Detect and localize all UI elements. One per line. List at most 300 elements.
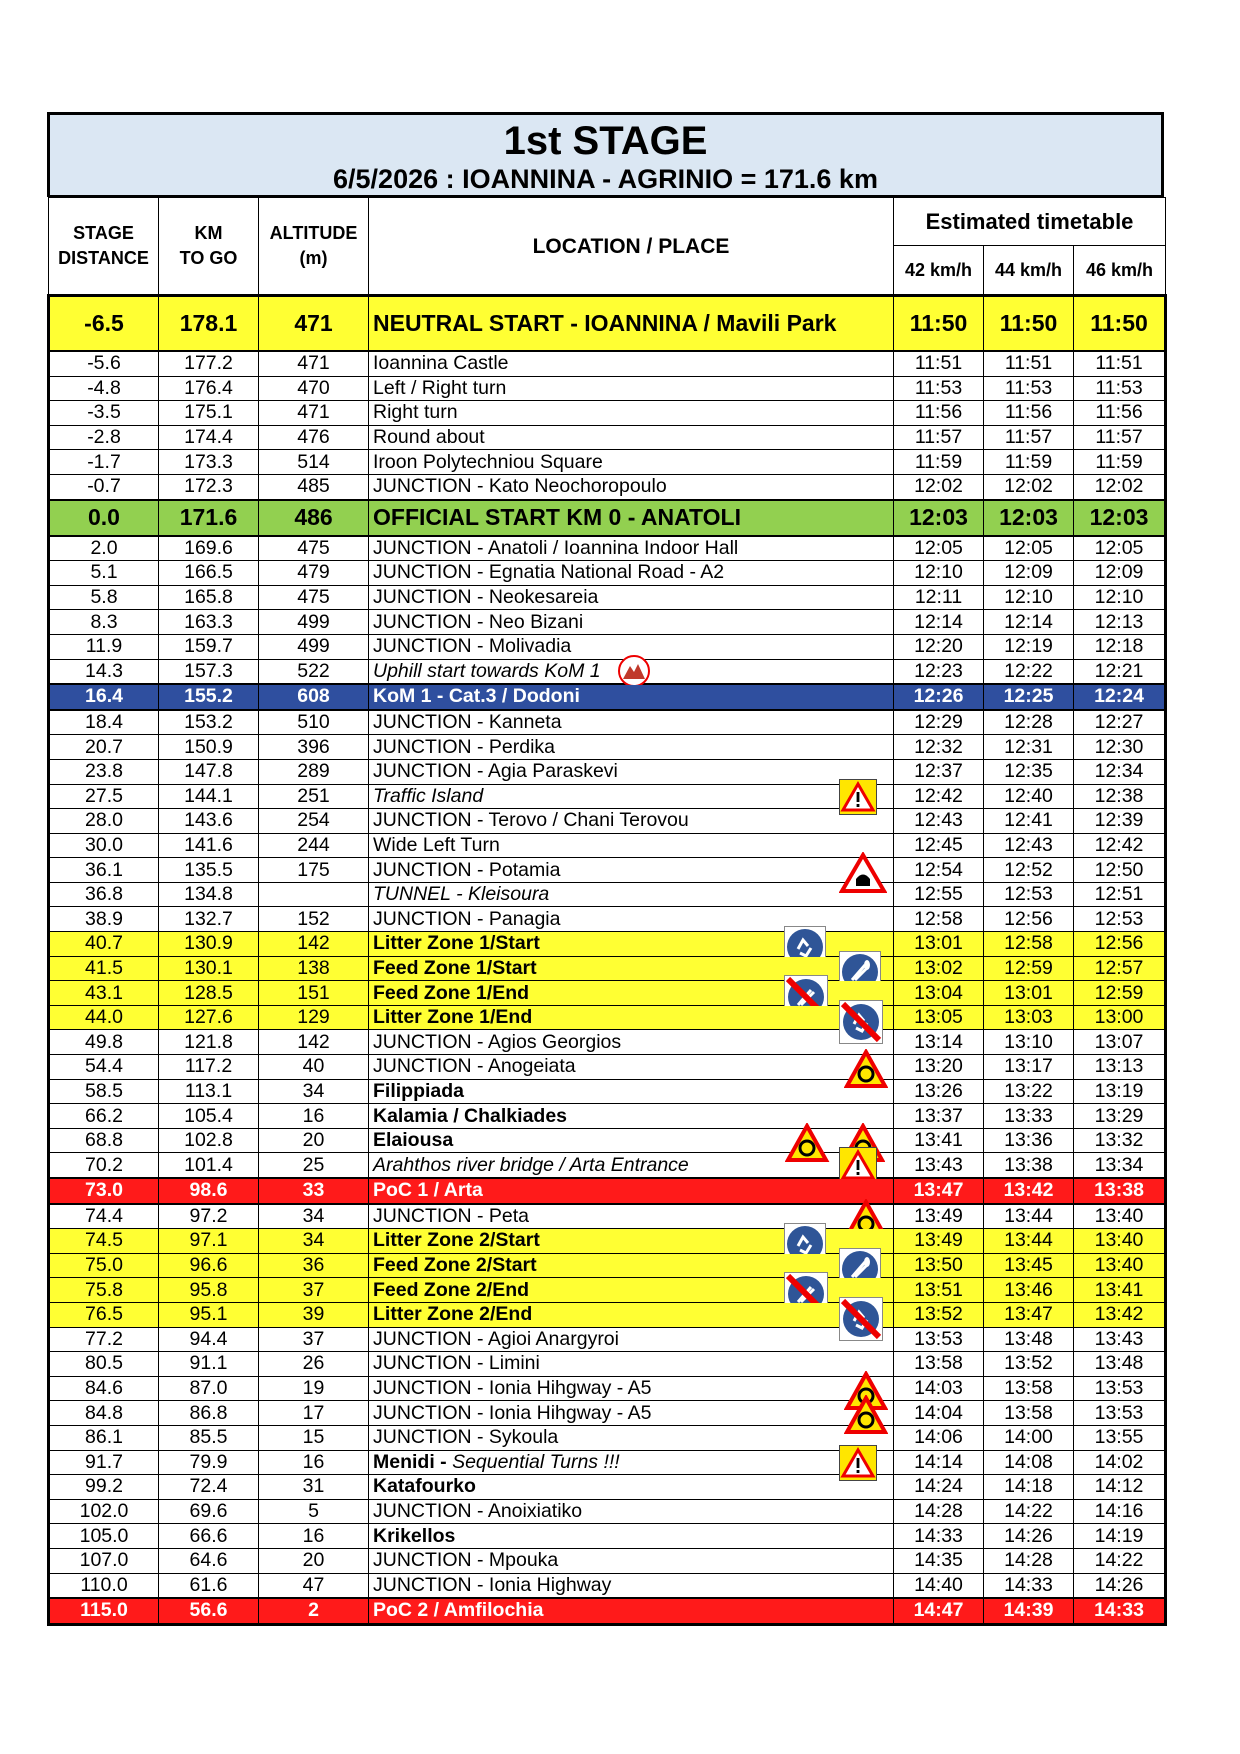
location-cell bbox=[369, 500, 894, 536]
km-to-go-cell: 147.8 bbox=[159, 759, 259, 784]
time-44-cell: 11:56 bbox=[984, 401, 1074, 426]
time-44-cell: 14:33 bbox=[984, 1573, 1074, 1598]
location-text: Right turn bbox=[373, 401, 458, 424]
location-cell bbox=[369, 474, 894, 499]
km-to-go-cell: 117.2 bbox=[159, 1055, 259, 1080]
stage-distance-cell: 115.0 bbox=[49, 1598, 159, 1624]
stage-distance-cell: 75.8 bbox=[49, 1278, 159, 1303]
location-cell bbox=[369, 1573, 894, 1598]
time-44-cell: 12:35 bbox=[984, 759, 1074, 784]
time-46-cell: 12:02 bbox=[1074, 474, 1166, 499]
time-42-cell: 12:02 bbox=[894, 474, 984, 499]
time-46-cell: 12:56 bbox=[1074, 932, 1166, 957]
table-row bbox=[49, 1005, 1166, 1030]
location-cell bbox=[369, 1178, 894, 1204]
location-text: JUNCTION - Agia Paraskevi bbox=[373, 760, 618, 783]
stage-distance-cell: 27.5 bbox=[49, 784, 159, 809]
location-text: JUNCTION - Kato Neochoropoulo bbox=[373, 475, 667, 498]
time-46-cell: 12:21 bbox=[1074, 659, 1166, 684]
time-42-cell: 12:26 bbox=[894, 684, 984, 710]
time-44-cell: 13:03 bbox=[984, 1005, 1074, 1030]
altitude-cell: 34 bbox=[259, 1204, 369, 1229]
time-44-cell: 11:51 bbox=[984, 351, 1074, 376]
time-46-cell: 13:34 bbox=[1074, 1153, 1166, 1178]
table-row bbox=[49, 474, 1166, 499]
table-row bbox=[49, 956, 1166, 981]
altitude-cell: 475 bbox=[259, 585, 369, 610]
time-46-cell: 13:40 bbox=[1074, 1229, 1166, 1254]
time-44-cell: 13:22 bbox=[984, 1079, 1074, 1104]
location-cell bbox=[369, 932, 894, 957]
stage-distance-cell: 43.1 bbox=[49, 981, 159, 1006]
time-42-cell: 12:14 bbox=[894, 610, 984, 635]
table-row bbox=[49, 1376, 1166, 1401]
time-46-cell: 12:18 bbox=[1074, 634, 1166, 659]
time-46-cell: 12:38 bbox=[1074, 784, 1166, 809]
stage-distance-cell: -0.7 bbox=[49, 474, 159, 499]
table-row bbox=[49, 450, 1166, 475]
location-cell bbox=[369, 1548, 894, 1573]
km-to-go-cell: 85.5 bbox=[159, 1425, 259, 1450]
table-row bbox=[49, 981, 1166, 1006]
stage-distance-cell: 77.2 bbox=[49, 1327, 159, 1352]
table-row bbox=[49, 858, 1166, 883]
location-cell bbox=[369, 833, 894, 858]
altitude-cell: 514 bbox=[259, 450, 369, 475]
altitude-cell: 34 bbox=[259, 1229, 369, 1254]
table-row bbox=[49, 809, 1166, 834]
time-42-cell: 12:10 bbox=[894, 561, 984, 586]
km-to-go-cell: 95.8 bbox=[159, 1278, 259, 1303]
location-text: Litter Zone 2/End bbox=[373, 1303, 533, 1326]
kom-mountain-icon bbox=[617, 654, 651, 688]
time-42-cell: 12:05 bbox=[894, 536, 984, 561]
stage-distance-cell: 107.0 bbox=[49, 1548, 159, 1573]
table-row bbox=[49, 376, 1166, 401]
location-cell bbox=[369, 1079, 894, 1104]
location-text: JUNCTION - Egnatia National Road - A2 bbox=[373, 561, 725, 584]
location-text: PoC 2 / Amfilochia bbox=[373, 1599, 544, 1622]
table-row bbox=[49, 932, 1166, 957]
time-44-cell: 13:33 bbox=[984, 1104, 1074, 1129]
time-46-cell: 12:51 bbox=[1074, 882, 1166, 907]
time-42-cell: 12:11 bbox=[894, 585, 984, 610]
time-42-cell: 14:28 bbox=[894, 1499, 984, 1524]
time-42-cell: 14:47 bbox=[894, 1598, 984, 1624]
stage-distance-cell: 74.4 bbox=[49, 1204, 159, 1229]
km-to-go-cell: 64.6 bbox=[159, 1548, 259, 1573]
altitude-cell: 396 bbox=[259, 735, 369, 760]
time-42-cell: 13:47 bbox=[894, 1178, 984, 1204]
location-text: Krikellos bbox=[373, 1524, 456, 1547]
header-speed-44: 44 km/h bbox=[984, 246, 1074, 296]
stage-distance-cell: 5.8 bbox=[49, 585, 159, 610]
km-to-go-cell: 127.6 bbox=[159, 1005, 259, 1030]
km-to-go-cell: 130.1 bbox=[159, 956, 259, 981]
time-46-cell: 12:27 bbox=[1074, 710, 1166, 735]
altitude-cell: 47 bbox=[259, 1573, 369, 1598]
time-46-cell: 14:16 bbox=[1074, 1499, 1166, 1524]
altitude-cell: 2 bbox=[259, 1598, 369, 1624]
altitude-cell: 499 bbox=[259, 610, 369, 635]
time-44-cell: 12:58 bbox=[984, 932, 1074, 957]
stage-distance-cell: 58.5 bbox=[49, 1079, 159, 1104]
location-text: JUNCTION - Perdika bbox=[373, 735, 556, 758]
time-42-cell: 14:14 bbox=[894, 1450, 984, 1475]
location-cell bbox=[369, 1229, 894, 1254]
stage-distance-cell: -5.6 bbox=[49, 351, 159, 376]
time-42-cell: 14:06 bbox=[894, 1425, 984, 1450]
time-44-cell: 12:14 bbox=[984, 610, 1074, 635]
time-44-cell: 13:36 bbox=[984, 1128, 1074, 1153]
altitude-cell: 39 bbox=[259, 1302, 369, 1327]
location-text: Katafourko bbox=[373, 1475, 476, 1498]
time-46-cell: 11:50 bbox=[1074, 296, 1166, 352]
time-42-cell: 14:24 bbox=[894, 1475, 984, 1500]
stage-distance-cell: 80.5 bbox=[49, 1352, 159, 1377]
location-cell bbox=[369, 1475, 894, 1500]
time-44-cell: 13:42 bbox=[984, 1178, 1074, 1204]
km-to-go-cell: 172.3 bbox=[159, 474, 259, 499]
stage-distance-cell: 76.5 bbox=[49, 1302, 159, 1327]
km-to-go-cell: 128.5 bbox=[159, 981, 259, 1006]
header-estimated-timetable: Estimated timetable bbox=[894, 198, 1166, 246]
time-46-cell: 13:40 bbox=[1074, 1253, 1166, 1278]
location-text: Feed Zone 1/End bbox=[373, 981, 530, 1004]
time-46-cell: 13:07 bbox=[1074, 1030, 1166, 1055]
time-42-cell: 14:04 bbox=[894, 1401, 984, 1426]
time-46-cell: 12:24 bbox=[1074, 684, 1166, 710]
time-42-cell: 11:56 bbox=[894, 401, 984, 426]
time-44-cell: 13:58 bbox=[984, 1376, 1074, 1401]
time-44-cell: 14:00 bbox=[984, 1425, 1074, 1450]
time-46-cell: 14:19 bbox=[1074, 1524, 1166, 1549]
table-row bbox=[49, 1401, 1166, 1426]
altitude-cell: 151 bbox=[259, 981, 369, 1006]
table-row bbox=[49, 610, 1166, 635]
stage-distance-cell: 30.0 bbox=[49, 833, 159, 858]
time-44-cell: 11:50 bbox=[984, 296, 1074, 352]
stage-distance-cell: 41.5 bbox=[49, 956, 159, 981]
time-44-cell: 13:01 bbox=[984, 981, 1074, 1006]
table-row bbox=[49, 659, 1166, 684]
location-text: Kalamia / Chalkiades bbox=[373, 1104, 568, 1127]
altitude-cell: 20 bbox=[259, 1128, 369, 1153]
location-text: Feed Zone 2/Start bbox=[373, 1254, 537, 1277]
table-row bbox=[49, 1030, 1166, 1055]
km-to-go-cell: 157.3 bbox=[159, 659, 259, 684]
header-km-to-go: KM TO GO bbox=[159, 198, 259, 296]
time-44-cell: 14:39 bbox=[984, 1598, 1074, 1624]
time-42-cell: 11:51 bbox=[894, 351, 984, 376]
location-cell bbox=[369, 659, 894, 684]
location-name: Menidi - bbox=[373, 1450, 453, 1473]
time-46-cell: 12:50 bbox=[1074, 858, 1166, 883]
table-row bbox=[49, 907, 1166, 932]
table-row bbox=[49, 1475, 1166, 1500]
location-cell bbox=[369, 351, 894, 376]
time-46-cell: 13:53 bbox=[1074, 1376, 1166, 1401]
km-to-go-cell: 155.2 bbox=[159, 684, 259, 710]
altitude-cell: 16 bbox=[259, 1450, 369, 1475]
location-cell bbox=[369, 710, 894, 735]
time-46-cell: 13:43 bbox=[1074, 1327, 1166, 1352]
time-46-cell: 13:53 bbox=[1074, 1401, 1166, 1426]
location-cell bbox=[369, 1376, 894, 1401]
stage-distance-cell: 91.7 bbox=[49, 1450, 159, 1475]
time-44-cell: 12:31 bbox=[984, 735, 1074, 760]
time-46-cell: 12:30 bbox=[1074, 735, 1166, 760]
stage-distance-cell: 102.0 bbox=[49, 1499, 159, 1524]
stage-sheet bbox=[47, 112, 1164, 1626]
altitude-cell: 16 bbox=[259, 1104, 369, 1129]
time-46-cell: 12:13 bbox=[1074, 610, 1166, 635]
time-42-cell: 13:58 bbox=[894, 1352, 984, 1377]
altitude-cell: 25 bbox=[259, 1153, 369, 1178]
time-46-cell: 12:53 bbox=[1074, 907, 1166, 932]
stage-distance-cell: 28.0 bbox=[49, 809, 159, 834]
time-44-cell: 14:18 bbox=[984, 1475, 1074, 1500]
time-46-cell: 12:34 bbox=[1074, 759, 1166, 784]
time-44-cell: 13:47 bbox=[984, 1302, 1074, 1327]
time-46-cell: 13:00 bbox=[1074, 1005, 1166, 1030]
time-42-cell: 14:40 bbox=[894, 1573, 984, 1598]
table-row bbox=[49, 882, 1166, 907]
time-42-cell: 12:37 bbox=[894, 759, 984, 784]
location-cell bbox=[369, 981, 894, 1006]
time-46-cell: 11:59 bbox=[1074, 450, 1166, 475]
table-row bbox=[49, 1278, 1166, 1303]
location-text: Feed Zone 1/Start bbox=[373, 956, 537, 979]
location-cell bbox=[369, 585, 894, 610]
time-42-cell: 13:20 bbox=[894, 1055, 984, 1080]
table-row bbox=[49, 1450, 1166, 1475]
km-to-go-cell: 171.6 bbox=[159, 500, 259, 536]
stage-distance-cell: 74.5 bbox=[49, 1229, 159, 1254]
header-location: LOCATION / PLACE bbox=[369, 198, 894, 296]
table-row bbox=[49, 401, 1166, 426]
location-cell bbox=[369, 1030, 894, 1055]
time-46-cell: 12:05 bbox=[1074, 536, 1166, 561]
location-cell bbox=[369, 882, 894, 907]
header-speed-46: 46 km/h bbox=[1074, 246, 1166, 296]
time-44-cell: 13:46 bbox=[984, 1278, 1074, 1303]
stage-distance-cell: -1.7 bbox=[49, 450, 159, 475]
stage-distance-cell: 16.4 bbox=[49, 684, 159, 710]
location-text: JUNCTION - Molivadia bbox=[373, 635, 572, 658]
location-cell bbox=[369, 1005, 894, 1030]
time-46-cell: 12:39 bbox=[1074, 809, 1166, 834]
stage-distance-cell: 40.7 bbox=[49, 932, 159, 957]
time-46-cell: 14:26 bbox=[1074, 1573, 1166, 1598]
location-cell bbox=[369, 784, 894, 809]
km-to-go-cell: 166.5 bbox=[159, 561, 259, 586]
time-42-cell: 13:49 bbox=[894, 1229, 984, 1254]
time-42-cell: 13:50 bbox=[894, 1253, 984, 1278]
km-to-go-cell: 96.6 bbox=[159, 1253, 259, 1278]
altitude-cell: 522 bbox=[259, 659, 369, 684]
altitude-cell: 20 bbox=[259, 1548, 369, 1573]
km-to-go-cell: 98.6 bbox=[159, 1178, 259, 1204]
stage-distance-cell: 84.6 bbox=[49, 1376, 159, 1401]
altitude-cell: 510 bbox=[259, 710, 369, 735]
header-stage-distance: STAGE DISTANCE bbox=[49, 198, 159, 296]
time-44-cell: 12:43 bbox=[984, 833, 1074, 858]
location-text: JUNCTION - Kanneta bbox=[373, 711, 562, 734]
table-row bbox=[49, 1128, 1166, 1153]
time-44-cell: 12:53 bbox=[984, 882, 1074, 907]
altitude-cell: 152 bbox=[259, 907, 369, 932]
altitude-cell: 142 bbox=[259, 932, 369, 957]
location-cell bbox=[369, 759, 894, 784]
table-row bbox=[49, 585, 1166, 610]
table-row bbox=[49, 1153, 1166, 1178]
altitude-cell: 37 bbox=[259, 1327, 369, 1352]
table-row bbox=[49, 536, 1166, 561]
km-to-go-cell: 150.9 bbox=[159, 735, 259, 760]
km-to-go-cell: 105.4 bbox=[159, 1104, 259, 1129]
stage-distance-cell: 2.0 bbox=[49, 536, 159, 561]
location-text: KoM 1 - Cat.3 / Dodoni bbox=[373, 685, 580, 708]
time-46-cell: 14:02 bbox=[1074, 1450, 1166, 1475]
location-text: Wide Left Turn bbox=[373, 833, 500, 856]
km-to-go-cell: 174.4 bbox=[159, 425, 259, 450]
table-row bbox=[49, 1253, 1166, 1278]
altitude-cell: 471 bbox=[259, 296, 369, 352]
location-cell bbox=[369, 809, 894, 834]
location-text: TUNNEL - Kleisoura bbox=[373, 883, 550, 906]
km-to-go-cell: 56.6 bbox=[159, 1598, 259, 1624]
km-to-go-cell: 91.1 bbox=[159, 1352, 259, 1377]
table-row bbox=[49, 784, 1166, 809]
altitude-cell: 34 bbox=[259, 1079, 369, 1104]
km-to-go-cell: 173.3 bbox=[159, 450, 259, 475]
altitude-cell: 485 bbox=[259, 474, 369, 499]
location-text: JUNCTION - Panagia bbox=[373, 907, 561, 930]
time-44-cell: 12:19 bbox=[984, 634, 1074, 659]
km-to-go-cell: 66.6 bbox=[159, 1524, 259, 1549]
location-text: JUNCTION - Ionia Highway bbox=[373, 1573, 612, 1596]
table-row bbox=[49, 351, 1166, 376]
page-title: 1st STAGE bbox=[503, 119, 708, 163]
km-to-go-cell: 113.1 bbox=[159, 1079, 259, 1104]
time-46-cell: 13:48 bbox=[1074, 1352, 1166, 1377]
table-row bbox=[49, 1524, 1166, 1549]
time-44-cell: 13:45 bbox=[984, 1253, 1074, 1278]
location-text: JUNCTION - Anoixiatiko bbox=[373, 1500, 583, 1523]
timetable bbox=[47, 197, 1167, 1626]
time-44-cell: 13:17 bbox=[984, 1055, 1074, 1080]
location-text: NEUTRAL START - IOANNINA / Mavili Park bbox=[373, 310, 837, 336]
time-42-cell: 11:59 bbox=[894, 450, 984, 475]
km-to-go-cell: 163.3 bbox=[159, 610, 259, 635]
stage-distance-cell: 44.0 bbox=[49, 1005, 159, 1030]
altitude-cell: 15 bbox=[259, 1425, 369, 1450]
location-cell bbox=[369, 1425, 894, 1450]
altitude-cell: 476 bbox=[259, 425, 369, 450]
altitude-cell: 31 bbox=[259, 1475, 369, 1500]
location-text: Ioannina Castle bbox=[373, 352, 509, 375]
stage-distance-cell: -2.8 bbox=[49, 425, 159, 450]
location-cell bbox=[369, 376, 894, 401]
altitude-cell: 289 bbox=[259, 759, 369, 784]
time-42-cell: 12:45 bbox=[894, 833, 984, 858]
time-46-cell: 14:12 bbox=[1074, 1475, 1166, 1500]
time-42-cell: 14:35 bbox=[894, 1548, 984, 1573]
time-46-cell: 13:32 bbox=[1074, 1128, 1166, 1153]
time-42-cell: 12:32 bbox=[894, 735, 984, 760]
altitude-cell: 33 bbox=[259, 1178, 369, 1204]
time-44-cell: 13:48 bbox=[984, 1327, 1074, 1352]
time-44-cell: 13:38 bbox=[984, 1153, 1074, 1178]
time-42-cell: 13:01 bbox=[894, 932, 984, 957]
time-46-cell: 13:42 bbox=[1074, 1302, 1166, 1327]
stage-distance-cell: 18.4 bbox=[49, 710, 159, 735]
altitude-cell: 470 bbox=[259, 376, 369, 401]
location-text: JUNCTION - Terovo / Chani Terovou bbox=[373, 809, 689, 832]
time-42-cell: 14:33 bbox=[894, 1524, 984, 1549]
location-text: PoC 1 / Arta bbox=[373, 1179, 483, 1202]
stage-distance-cell: 14.3 bbox=[49, 659, 159, 684]
time-42-cell: 12:43 bbox=[894, 809, 984, 834]
table-row bbox=[49, 735, 1166, 760]
stage-distance-cell: 110.0 bbox=[49, 1573, 159, 1598]
altitude-cell: 142 bbox=[259, 1030, 369, 1055]
km-to-go-cell: 97.1 bbox=[159, 1229, 259, 1254]
table-row bbox=[49, 425, 1166, 450]
location-text: JUNCTION - Ionia Hihgway - A5 bbox=[373, 1401, 652, 1424]
location-text: Litter Zone 1/End bbox=[373, 1006, 533, 1029]
table-row bbox=[49, 1178, 1166, 1204]
time-44-cell: 14:08 bbox=[984, 1450, 1074, 1475]
km-to-go-cell: 87.0 bbox=[159, 1376, 259, 1401]
location-cell bbox=[369, 858, 894, 883]
altitude-cell: 486 bbox=[259, 500, 369, 536]
altitude-cell: 37 bbox=[259, 1278, 369, 1303]
stage-distance-cell: 38.9 bbox=[49, 907, 159, 932]
location-text: Iroon Polytechniou Square bbox=[373, 450, 603, 473]
time-42-cell: 13:37 bbox=[894, 1104, 984, 1129]
table-row bbox=[49, 500, 1166, 536]
time-44-cell: 12:59 bbox=[984, 956, 1074, 981]
location-text: Left / Right turn bbox=[373, 376, 507, 399]
altitude-cell: 19 bbox=[259, 1376, 369, 1401]
location-text: JUNCTION - Anatoli / Ioannina Indoor Hall bbox=[373, 536, 739, 559]
time-44-cell: 12:09 bbox=[984, 561, 1074, 586]
altitude-cell: 16 bbox=[259, 1524, 369, 1549]
km-to-go-cell: 61.6 bbox=[159, 1573, 259, 1598]
time-44-cell: 12:02 bbox=[984, 474, 1074, 499]
stage-distance-cell: -3.5 bbox=[49, 401, 159, 426]
time-44-cell: 11:53 bbox=[984, 376, 1074, 401]
location-note: Sequential Turns !!! bbox=[452, 1450, 620, 1473]
km-to-go-cell: 134.8 bbox=[159, 882, 259, 907]
time-46-cell: 11:57 bbox=[1074, 425, 1166, 450]
time-42-cell: 12:55 bbox=[894, 882, 984, 907]
location-cell bbox=[369, 1352, 894, 1377]
table-row bbox=[49, 1302, 1166, 1327]
time-42-cell: 12:20 bbox=[894, 634, 984, 659]
km-to-go-cell: 176.4 bbox=[159, 376, 259, 401]
header-speed-42: 42 km/h bbox=[894, 246, 984, 296]
location-text: Uphill start towards KoM 1 bbox=[373, 659, 601, 682]
altitude-cell: 254 bbox=[259, 809, 369, 834]
location-cell bbox=[369, 561, 894, 586]
time-42-cell: 13:41 bbox=[894, 1128, 984, 1153]
altitude-cell: 471 bbox=[259, 401, 369, 426]
km-to-go-cell: 94.4 bbox=[159, 1327, 259, 1352]
table-row bbox=[49, 710, 1166, 735]
